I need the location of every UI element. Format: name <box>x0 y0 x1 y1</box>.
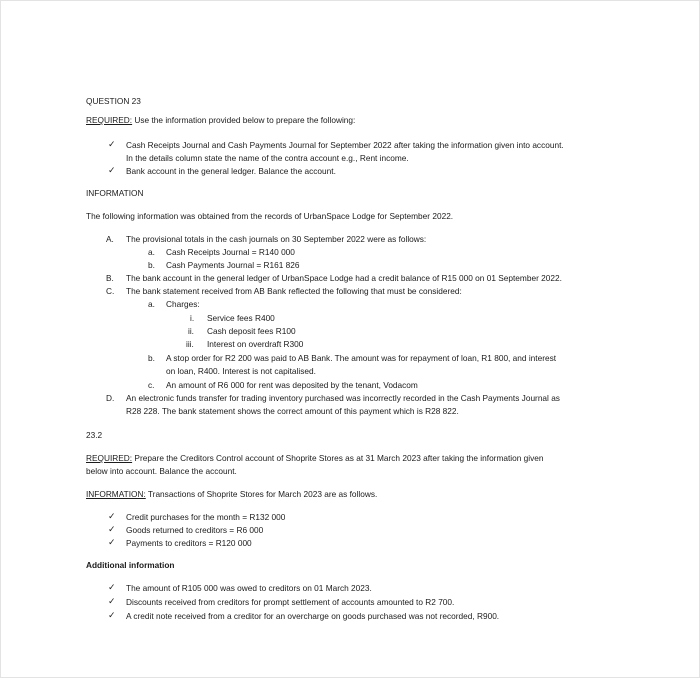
item-label-d: D. <box>106 393 115 403</box>
transaction-item: Credit purchases for the month = R132 000 <box>126 512 286 522</box>
roman-label: iii. <box>186 339 194 349</box>
sub-label: c. <box>148 380 155 390</box>
charge-item: Cash deposit fees R100 <box>207 326 296 336</box>
item-d-line2: R28 228. The bank statement shows the correct amount of this payment which is R28 822. <box>126 406 459 416</box>
q232-required-text: Prepare the Creditors Control account of Shoprite Stores as at 31 March 2023 after taking the information given <box>132 453 544 463</box>
item-d-line1: An electronic funds transfer for trading inventory purchased was incorrectly recorded in the Cash Payments Journal as <box>126 393 560 403</box>
information-heading: INFORMATION <box>86 188 144 198</box>
item-c-sub-b-line2: on loan, R400. Interest is not capitalised. <box>166 366 316 376</box>
information-intro: The following information was obtained from the records of UrbanSpace Lodge for September 2022. <box>86 211 454 221</box>
item-a-text: The provisional totals in the cash journals on 30 September 2022 were as follows: <box>126 234 427 244</box>
required-text: Use the information provided below to prepare the following: <box>132 115 356 125</box>
roman-label: i. <box>190 313 195 323</box>
question-title: QUESTION 23 <box>86 96 141 106</box>
item-label-b: B. <box>106 273 114 283</box>
check-icon: ✓ <box>108 165 116 175</box>
additional-heading: Additional information <box>86 560 175 570</box>
required-label: REQUIRED: <box>86 115 133 125</box>
q232-info-text: Transactions of Shoprite Stores for March 2023 are as follows. <box>145 489 378 499</box>
item-a-sub-a: Cash Receipts Journal = R140 000 <box>166 247 295 257</box>
additional-item: The amount of R105 000 was owed to creditors on 01 March 2023. <box>126 583 372 593</box>
check-icon: ✓ <box>108 596 116 606</box>
q232-required-line2: below into account. Balance the account. <box>86 466 237 476</box>
additional-item: Discounts received from creditors for prompt settlement of accounts amounted to R2 700. <box>126 597 455 607</box>
check-icon: ✓ <box>108 524 116 534</box>
check-icon: ✓ <box>108 537 116 547</box>
charge-item: Service fees R400 <box>207 313 275 323</box>
item-label-c: C. <box>106 286 115 296</box>
q232-info-line <box>86 488 377 500</box>
required-line <box>86 114 355 126</box>
check-icon: ✓ <box>108 582 116 592</box>
item-c-sub-c: An amount of R6 000 for rent was deposited by the tenant, Vodacom <box>166 380 418 390</box>
q232-required-label: REQUIRED: <box>86 453 133 463</box>
sub-label: a. <box>148 299 155 309</box>
required-item-1: Cash Receipts Journal and Cash Payments Journal for September 2022 after taking the information given into account. <box>126 140 564 150</box>
sub-label: b. <box>148 260 155 270</box>
q232-required-line1 <box>86 452 544 464</box>
required-item-1-cont: In the details column state the name of the contra account e.g., Rent income. <box>126 153 409 163</box>
question-number: 23.2 <box>86 430 103 440</box>
item-c-sub-b-line1: A stop order for R2 200 was paid to AB Bank. The amount was for repayment of loan, R1 800, and interest <box>166 353 557 363</box>
transaction-item: Goods returned to creditors = R6 000 <box>126 525 264 535</box>
sub-label: b. <box>148 353 155 363</box>
check-icon: ✓ <box>108 610 116 620</box>
sub-label: a. <box>148 247 155 257</box>
q232-info-label: INFORMATION: <box>86 489 146 499</box>
roman-label: ii. <box>188 326 194 336</box>
item-c-text: The bank statement received from AB Bank reflected the following that must be considered: <box>126 286 462 296</box>
item-a-sub-b: Cash Payments Journal = R161 826 <box>166 260 300 270</box>
required-item-2: Bank account in the general ledger. Balance the account. <box>126 166 336 176</box>
charge-item: Interest on overdraft R300 <box>207 339 304 349</box>
check-icon: ✓ <box>108 511 116 521</box>
additional-item: A credit note received from a creditor for an overcharge on goods purchased was not recorded, R900. <box>126 611 500 621</box>
check-icon: ✓ <box>108 139 116 149</box>
item-label-a: A. <box>106 234 114 244</box>
transaction-item: Payments to creditors = R120 000 <box>126 538 252 548</box>
item-b-text: The bank account in the general ledger of UrbanSpace Lodge had a credit balance of R15 000 on 01 September 2022. <box>126 273 562 283</box>
item-c-sub-a: Charges: <box>166 299 200 309</box>
